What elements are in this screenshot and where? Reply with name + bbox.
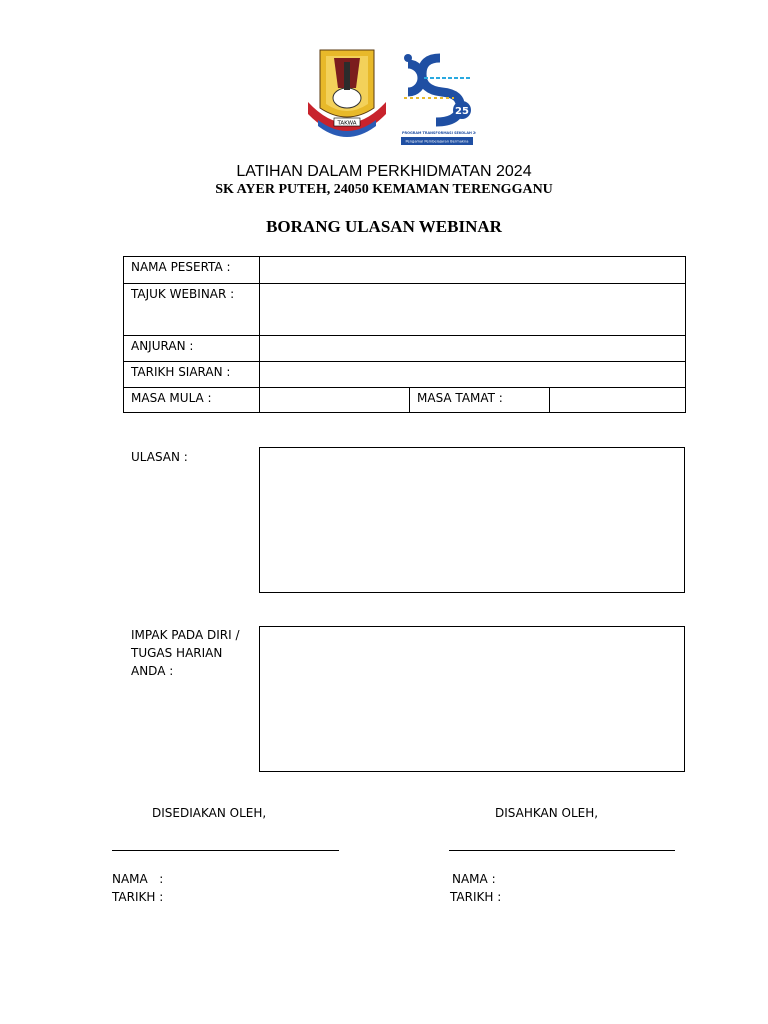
nama-peserta-field[interactable] — [260, 257, 686, 284]
tajuk-webinar-field[interactable] — [260, 284, 686, 336]
disediakan-heading: DISEDIAKAN OLEH, — [152, 806, 267, 820]
ulasan-label: ULASAN : — [131, 450, 188, 464]
impak-label-line: IMPAK PADA DIRI / — [131, 628, 240, 642]
ulasan-box[interactable] — [259, 447, 685, 593]
ics-logo-icon — [400, 52, 476, 146]
tarikh-siaran-label: TARIKH SIARAN : — [124, 362, 260, 388]
ics-caption: PROGRAM TRANSFORMASI SEKOLAH 2025 — [402, 131, 476, 135]
right-tarikh-label: TARIKH : — [450, 890, 502, 904]
crest-text: TAKWA — [337, 120, 357, 127]
masa-mula-label: MASA MULA : — [124, 388, 260, 413]
impak-label-line: ANDA : — [131, 664, 174, 678]
masa-tamat-label: MASA TAMAT : — [410, 388, 550, 413]
tarikh-siaran-field[interactable] — [260, 362, 686, 388]
anjuran-field[interactable] — [260, 336, 686, 362]
table-row — [124, 284, 686, 336]
table-row — [124, 362, 686, 388]
right-signature-line — [449, 850, 675, 851]
disahkan-heading: DISAHKAN OLEH, — [495, 806, 599, 820]
left-signature-line — [112, 850, 339, 851]
left-nama-label: NAMA : — [112, 872, 164, 886]
tajuk-webinar-label: TAJUK WEBINAR : — [124, 284, 260, 336]
page-title: LATIHAN DALAM PERKHIDMATAN 2024 — [236, 163, 532, 180]
right-nama-label: NAMA : — [452, 872, 496, 886]
anjuran-label: ANJURAN : — [124, 336, 260, 362]
masa-mula-field[interactable] — [260, 388, 410, 413]
left-tarikh-label: TARIKH : — [112, 890, 164, 904]
participant-info-table — [123, 256, 686, 413]
form-title: BORANG ULASAN WEBINAR — [266, 217, 502, 236]
table-row — [124, 257, 686, 284]
nama-peserta-label: NAMA PESERTA : — [124, 257, 260, 284]
school-crest-icon — [304, 48, 476, 148]
impak-box[interactable] — [259, 626, 685, 772]
school-address: SK AYER PUTEH, 24050 KEMAMAN TERENGGANU — [215, 182, 553, 197]
ics-subcaption: Pengamal Pembelajaran Bermakna — [405, 139, 469, 144]
impak-label-line: TUGAS HARIAN — [131, 646, 223, 660]
table-row — [124, 336, 686, 362]
impak-label — [131, 626, 240, 680]
table-row — [124, 388, 686, 413]
masa-tamat-field[interactable] — [550, 388, 686, 413]
logos — [304, 48, 476, 148]
ics-number: 25 — [455, 106, 469, 117]
